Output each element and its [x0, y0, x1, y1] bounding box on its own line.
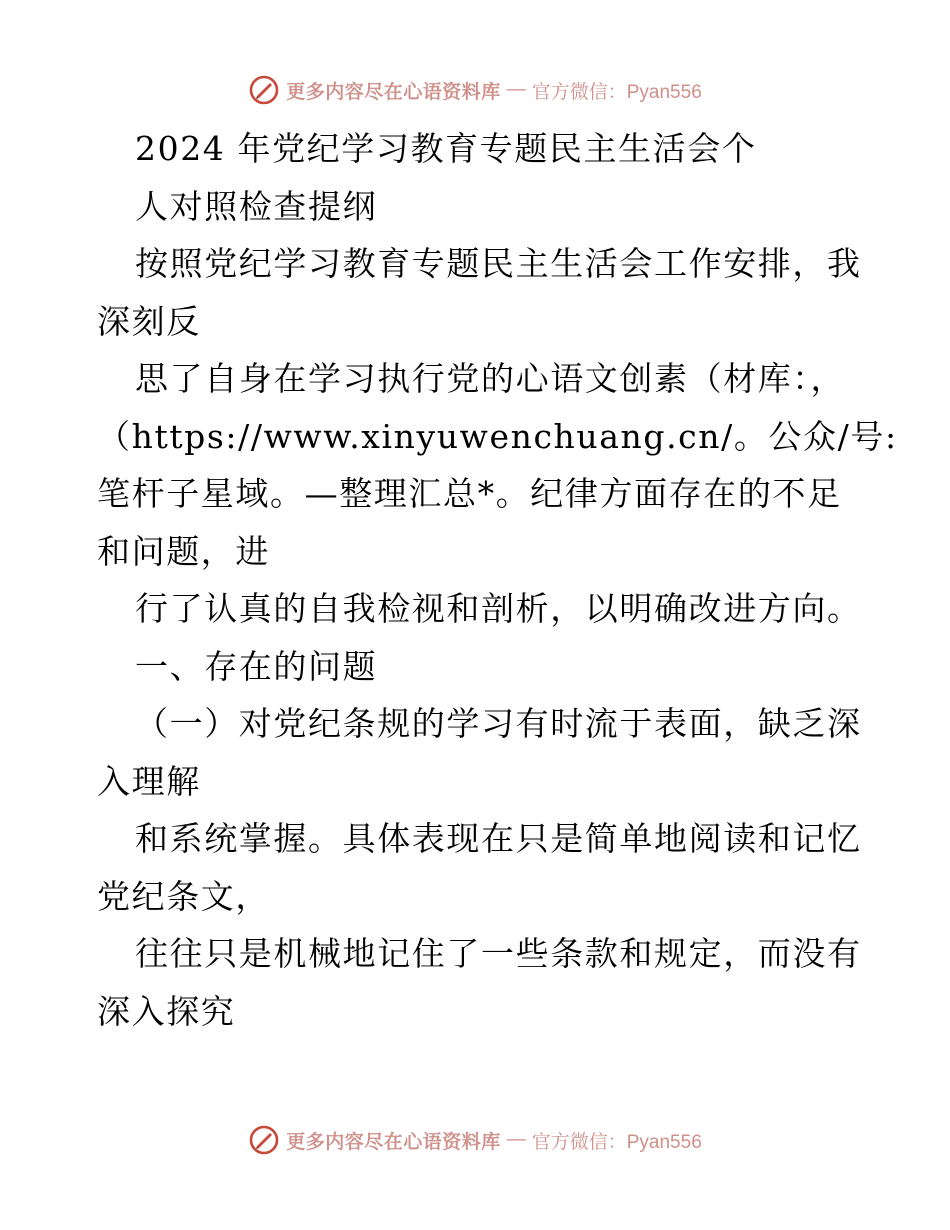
doc-line: 和问题，进: [97, 531, 270, 571]
watermark-separator: —: [506, 1129, 526, 1150]
doc-line: （https://www.xinyuwenchuang.cn/。公众/号:: [97, 416, 898, 456]
doc-line: 一、存在的问题: [135, 646, 378, 686]
doc-line: 深刻反: [97, 301, 201, 341]
quill-seal-icon: [248, 74, 280, 106]
doc-line: 按照党纪学习教育专题民主生活会工作安排，我: [135, 244, 862, 283]
doc-line: （一）对党纪条规的学习有时流于表面，缺乏深: [135, 704, 862, 743]
watermark-text: 更多内容尽在心语资料库: [286, 80, 501, 103]
doc-line: 往往只是机械地记住了一些条款和规定，而没有: [135, 934, 862, 973]
doc-line: 人对照检查提纲: [135, 186, 378, 226]
document-body: [97, 120, 898, 1040]
doc-line: 和系统掌握。具体表现在只是简单地阅读和记忆: [135, 819, 862, 858]
watermark-separator: —: [506, 79, 526, 100]
watermark-contact: 官方微信：Pyan556: [531, 81, 702, 103]
doc-line: 入理解: [97, 761, 201, 801]
doc-line: 笔杆子星域。—整理汇总*。纪律方面存在的不足: [97, 474, 842, 513]
header-watermark: [0, 70, 950, 110]
footer-watermark: [0, 1120, 950, 1160]
doc-line: 2024 年党纪学习教育专题民主生活会个: [135, 129, 757, 168]
quill-seal-icon: [248, 1124, 280, 1156]
watermark-contact: 官方微信：Pyan556: [531, 1131, 702, 1153]
doc-line: 党纪条文，: [97, 876, 270, 916]
doc-line: 深入探究: [97, 991, 236, 1031]
doc-line: 行了认真的自我检视和剖析，以明确改进方向。: [135, 589, 862, 628]
watermark-text: 更多内容尽在心语资料库: [286, 1130, 501, 1153]
doc-line: 思了自身在学习执行党的心语文创素（材库：，: [135, 359, 846, 398]
